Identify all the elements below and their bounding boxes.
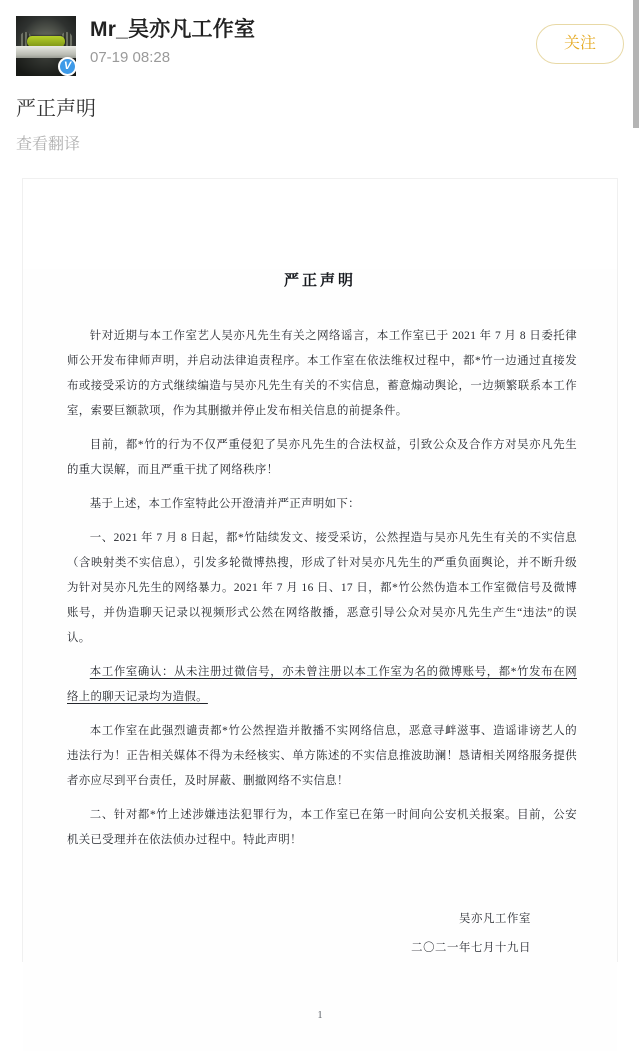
- follow-button[interactable]: 关注: [536, 24, 624, 64]
- document-paragraph: 针对近期与本工作室艺人吴亦凡先生有关之网络谣言，本工作室已于 2021 年 7 月 8 日委托律师公开发布律师声明，并启动法律追责程序。本工作室在依法维权过程中，都*竹一边通过直接发布或接受采访的方式继续编造与吴亦凡先生有关的不实信息，蓄意煽动舆论，一边频繁联系本工作室，索要巨额款项，作为其删撤并停止发布相关信息的前提条件。: [67, 330, 577, 417]
- view-translation-link[interactable]: 查看翻译: [16, 136, 81, 153]
- scrollbar-track[interactable]: [632, 0, 640, 971]
- document-paragraph: 目前，都*竹的行为不仅严重侵犯了吴亦凡先生的合法权益，引致公众及合作方对吴亦凡先生的重大误解，而且严重干扰了网络秩序！: [67, 439, 577, 476]
- statement-document-image[interactable]: [22, 178, 618, 1021]
- document-page: [23, 269, 617, 1051]
- post-timestamp: 07-19 08:28: [90, 49, 171, 66]
- post-header: [0, 0, 640, 86]
- verified-badge-icon: V: [58, 57, 77, 76]
- user-info: [90, 14, 536, 68]
- post-title: 严正声明: [16, 98, 96, 120]
- document-signature-date: 二〇二一年七月十九日: [411, 942, 531, 954]
- document-paragraph-underlined: 本工作室确认：从未注册过微信号，亦未曾注册以本工作室为名的微博账号，都*竹发布在网络上的聊天记录均为造假。: [67, 666, 577, 703]
- document-paragraph: 二、针对都*竹上述涉嫌违法犯罪行为，本工作室已在第一时间向公安机关报案。目前，公安机关已受理并在依法侦办过程中。特此声明！: [67, 809, 577, 846]
- document-signature: [23, 905, 617, 963]
- avatar[interactable]: [16, 16, 76, 76]
- document-paragraph: 一、2021 年 7 月 8 日起，都*竹陆续发文、接受采访，公然捏造与吴亦凡先生有关的不实信息（含映射类不实信息），引发多轮微博热搜，形成了针对吴亦凡先生的严重负面舆论，并不断升级为针对吴亦凡先生的网络暴力。2021 年 7 月 16 日、17 日，都*竹公然伪造本工作室微信号及微博账号，并伪造聊天记录以视频形式公然在网络散播，恶意引导公众对吴亦凡先生产生“违法”的误认。: [67, 532, 577, 644]
- scrollbar-thumb[interactable]: [633, 0, 639, 128]
- document-page-number: 1: [317, 1010, 323, 1021]
- document-paragraph: 基于上述，本工作室特此公开澄清并严正声明如下：: [89, 498, 360, 510]
- document-title: 严正声明: [283, 273, 356, 289]
- document-body: [23, 324, 617, 853]
- user-name[interactable]: Mr_吴亦凡工作室: [90, 18, 256, 41]
- document-paragraph: 本工作室在此强烈谴责都*竹公然捏造并散播不实网络信息，恶意寻衅滋事、造谣诽谤艺人的违法行为！正告相关媒体不得为未经核实、单方陈述的不实信息推波助澜！恳请相关网络服务提供者亦应尽到平台责任，及时屏蔽、删撤网络不实信息！: [67, 725, 577, 787]
- document-signature-name: 吴亦凡工作室: [459, 913, 531, 925]
